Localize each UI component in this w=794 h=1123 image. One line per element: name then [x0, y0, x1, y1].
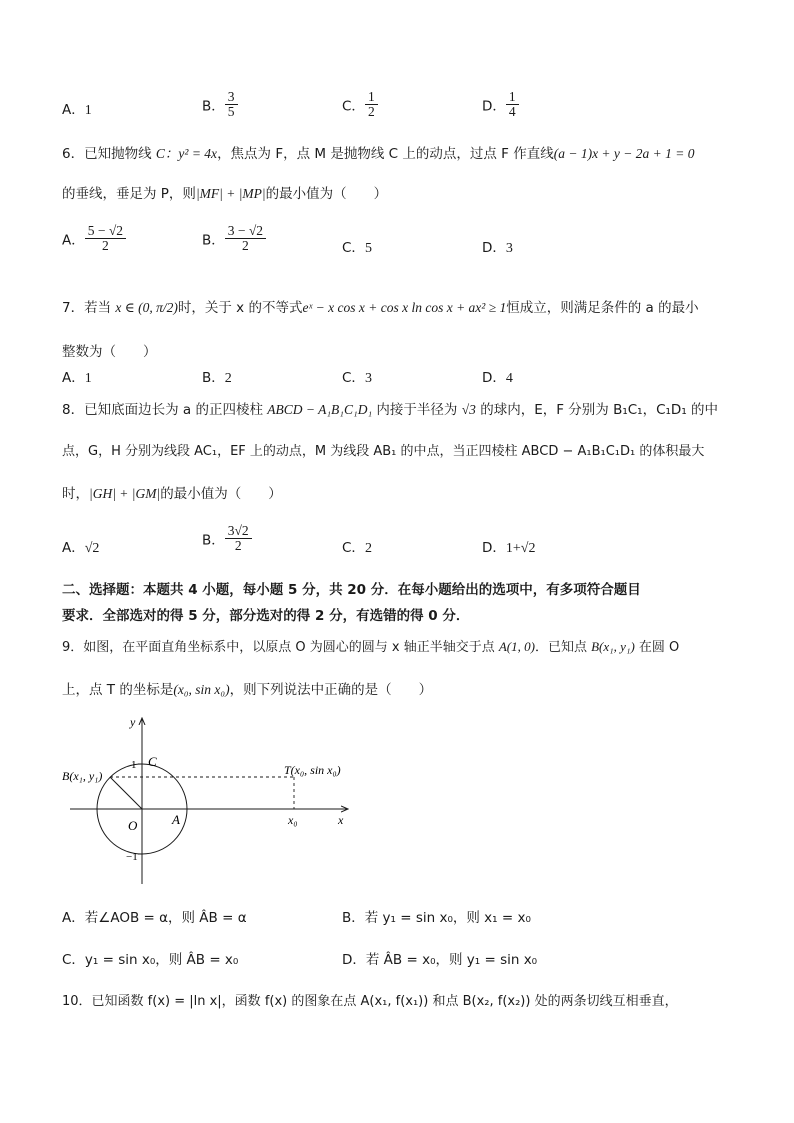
q6-stem-line1: 6．已知抛物线 C：y² = 4x，焦点为 F，点 M 是抛物线 C 上的动点，过点 F 作直线(a − 1)x + y − 2a + 1 = 0	[62, 146, 695, 162]
label-a: A	[172, 812, 180, 827]
q6-option-d: D．3	[482, 240, 513, 256]
x-axis-label: x	[338, 813, 344, 827]
q8-stem-line3: 时，|GH| + |GM|的最小值为（ ）	[62, 486, 282, 502]
q8-option-a: A．√2	[62, 540, 100, 556]
label-b: B(x₁, y₁)	[62, 769, 103, 783]
q7-option-b: B．2	[202, 370, 232, 386]
label-neg-one: −1	[126, 851, 138, 863]
q7-stem-line2: 整数为（ ）	[62, 344, 157, 360]
q6-stem-line2: 的垂线，垂足为 P，则|MF| + |MP|的最小值为（ ）	[62, 186, 388, 202]
q8-option-d: D．1+√2	[482, 540, 536, 556]
q8-option-c: C．2	[342, 540, 372, 556]
q9-stem-line1: 9．如图，在平面直角坐标系中，以原点 O 为圆心的圆与 x 轴正半轴交于点 A(1, 0)．已知点 B(x₁, y₁) 在圆 O	[62, 639, 680, 655]
label-t: T(x₀, sin x₀)	[284, 763, 341, 777]
q9-option-d: D．若 ÂB = x₀，则 y₁ = sin x₀	[342, 952, 538, 968]
q5-option-b: B． $\frac{3}{5}$	[202, 90, 238, 119]
q7-option-a: A．1	[62, 370, 92, 386]
q8-option-b: B． $\frac{3√2}{2}$	[202, 524, 252, 553]
q9-option-c: C．y₁ = sin x₀，则 ÂB = x₀	[62, 952, 239, 968]
q10-stem-line1: 10．已知函数 f(x) = |ln x|，函数 f(x) 的图象在点 A(x₁, f(x₁)) 和点 B(x₂, f(x₂)) 处的两条切线互相垂直，	[62, 994, 678, 1009]
y-axis-label: y	[130, 715, 136, 729]
q8-stem-line2: 点，G，H 分别为线段 AC₁，EF 上的动点，M 为线段 AB₁ 的中点，当正四棱柱 ABCD − A₁B₁C₁D₁ 的体积最大	[62, 444, 705, 459]
q5-option-a: A．1	[62, 102, 92, 118]
q9-figure	[60, 712, 360, 892]
q9-stem-line2: 上，点 T 的坐标是(x₀, sin x₀)，则下列说法中正确的是（ ）	[62, 682, 433, 698]
q5-option-d: D． $\frac{1}{4}$	[482, 90, 519, 119]
label-x0: x₀	[288, 813, 298, 827]
q6-option-b: B． $\frac{3 - √2}{2}$	[202, 224, 266, 253]
q9-option-b: B．若 y₁ = sin x₀，则 x₁ = x₀	[342, 910, 531, 926]
radius-ob	[110, 777, 142, 809]
q7-stem-line1: 7．若当 x ∈ (0, π/2)时，关于 x 的不等式eˣ − x cos x + cos x ln cos x + ax² ≥ 1恒成立，则满足条件的 a 的最小	[62, 300, 699, 316]
q5-option-c: C． $\frac{1}{2}$	[342, 90, 378, 119]
q8-stem-line1: 8．已知底面边长为 a 的正四棱柱 ABCD − A₁B₁C₁D₁ 内接于半径为 √3 的球内，E，F 分别为 B₁C₁，C₁D₁ 的中	[62, 402, 719, 418]
q7-option-c: C．3	[342, 370, 372, 386]
q9-option-a: A．若∠AOB = α，则 ÂB = α	[62, 910, 247, 926]
label-o: O	[128, 818, 138, 833]
q6-option-a: A． $\frac{5 - √2}{2}$	[62, 224, 126, 253]
section2-heading-line2: 要求．全部选对的得 5 分，部分选对的得 2 分，有选错的得 0 分．	[62, 608, 470, 624]
q6-option-c: C．5	[342, 240, 372, 256]
label-c: C	[148, 754, 157, 769]
section2-heading-line1: 二、选择题：本题共 4 小题，每小题 5 分，共 20 分．在每小题给出的选项中，有多项符合题目	[62, 582, 641, 598]
q7-option-d: D．4	[482, 370, 513, 386]
label-one: 1	[131, 759, 137, 771]
